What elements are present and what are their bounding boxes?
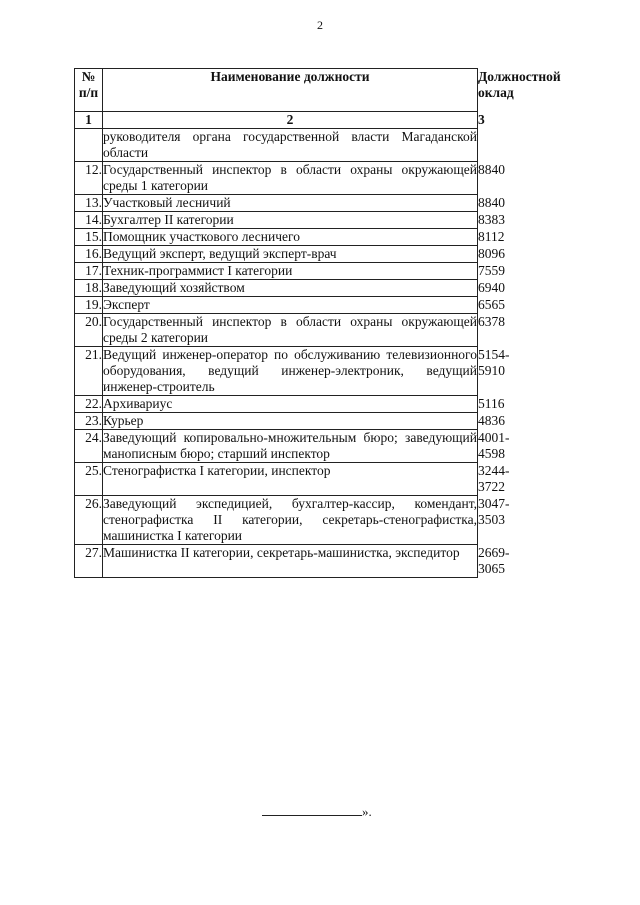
column-index-row: 1 2 3 — [75, 112, 478, 129]
position-name: руководителя органа государственной власти Магаданской области — [103, 129, 477, 160]
position-name: Архивариус — [103, 396, 478, 413]
header-position-name: Наименование должности — [103, 69, 478, 112]
signature-rule — [262, 805, 362, 816]
row-number: 23. — [75, 413, 103, 430]
row-number: 15. — [75, 229, 103, 246]
position-name: Ведущий инженер-оператор по обслуживанию телевизионного оборудования, ведущий инженер-электроник, ведущий инженер-строитель — [103, 347, 477, 394]
row-number: 26. — [75, 496, 103, 545]
row-number: 22. — [75, 396, 103, 413]
closing-quote: ». — [362, 804, 372, 819]
row-number: 27. — [75, 545, 103, 578]
row-number: 21. — [75, 347, 103, 396]
position-name: Курьер — [103, 413, 478, 430]
position-name: Техник-программист I категории — [103, 263, 478, 280]
header-number: № п/п — [75, 69, 103, 112]
table-row: 20. Государственный инспектор в области охраны окружающей среды 2 категории 6378 — [75, 314, 478, 347]
table-row: 12. Государственный инспектор в области охраны окружающей среды 1 категории 8840 — [75, 162, 478, 195]
row-number: 13. — [75, 195, 103, 212]
table-row: 26. Заведующий экспедицией, бухгалтер-кассир, комендант, стенографистка II категории, секретарь-стенографистка, машинистка I категории 3047-3503 — [75, 496, 478, 545]
position-name: Эксперт — [103, 297, 478, 314]
table-row: 16. Ведущий эксперт, ведущий эксперт-врач 8096 — [75, 246, 478, 263]
row-number — [75, 129, 103, 162]
position-name: Заведующий копировально-множительным бюро; заведующий манописным бюро; старший инспектор — [103, 430, 477, 461]
position-name: Участковый лесничий — [103, 195, 478, 212]
salary-table — [74, 68, 561, 578]
table-row: 27. Машинистка II категории, секретарь-машинистка, экспедитор 2669-3065 — [75, 545, 478, 578]
table-body — [75, 129, 510, 578]
row-number: 25. — [75, 463, 103, 496]
position-name: Государственный инспектор в области охраны окружающей среды 2 категории — [103, 314, 477, 345]
row-number: 24. — [75, 430, 103, 463]
position-name: Стенографистка I категории, инспектор — [103, 463, 478, 496]
column-index: 2 — [103, 112, 478, 129]
row-number: 19. — [75, 297, 103, 314]
position-name: Заведующий экспедицией, бухгалтер-кассир, комендант, стенографистка II категории, секретарь-стенографистка, машинистка I категории — [103, 496, 477, 543]
table-row: 25. Стенографистка I категории, инспектор 3244-3722 — [75, 463, 478, 496]
table-row: 19. Эксперт 6565 — [75, 297, 478, 314]
row-number: 18. — [75, 280, 103, 297]
table-header-row: № п/п Наименование должности Должностной оклад — [75, 69, 478, 112]
table-row — [75, 129, 478, 162]
table-row: 24. Заведующий копировально-множительным бюро; заведующий манописным бюро; старший инспектор 4001-4598 — [75, 430, 478, 463]
table-row: 23. Курьер 4836 — [75, 413, 478, 430]
table-row: 22. Архивариус 5116 — [75, 396, 478, 413]
row-number: 14. — [75, 212, 103, 229]
position-name: Бухгалтер II категории — [103, 212, 478, 229]
column-index: 1 — [75, 112, 103, 129]
row-number: 16. — [75, 246, 103, 263]
table-row: 14. Бухгалтер II категории 8383 — [75, 212, 478, 229]
closing-line — [262, 804, 372, 820]
row-number: 12. — [75, 162, 103, 195]
row-number: 17. — [75, 263, 103, 280]
position-name: Государственный инспектор в области охраны окружающей среды 1 категории — [103, 162, 477, 193]
position-name: Помощник участкового лесничего — [103, 229, 478, 246]
page-number: 2 — [317, 18, 323, 32]
table-row: 15. Помощник участкового лесничего 8112 — [75, 229, 478, 246]
row-number: 20. — [75, 314, 103, 347]
position-name: Машинистка II категории, секретарь-машинистка, экспедитор — [103, 545, 478, 578]
table-row: 21. Ведущий инженер-оператор по обслуживанию телевизионного оборудования, ведущий инженер-электроник, ведущий инженер-строитель 5154-5910 — [75, 347, 478, 396]
table-row: 13. Участковый лесничий 8840 — [75, 195, 478, 212]
table-row: 18. Заведующий хозяйством 6940 — [75, 280, 478, 297]
position-name: Ведущий эксперт, ведущий эксперт-врач — [103, 246, 478, 263]
table-row: 17. Техник-программист I категории 7559 — [75, 263, 478, 280]
position-name: Заведующий хозяйством — [103, 280, 478, 297]
